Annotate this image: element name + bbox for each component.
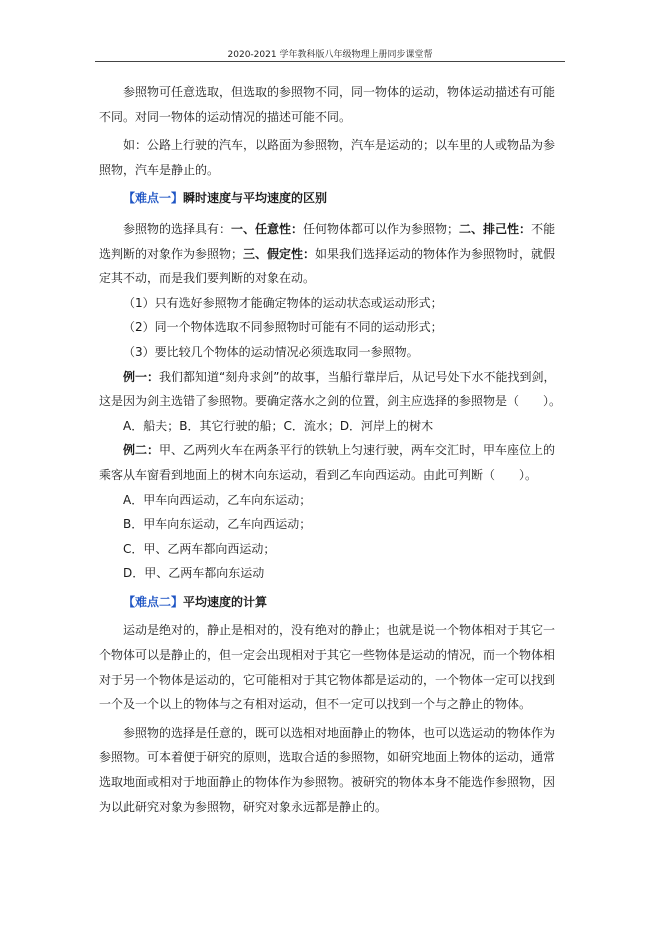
list-item: （2）同一个物体选取不同参照物时可能有不同的运动形式； xyxy=(123,320,443,335)
example-2-option-d: D．甲、乙两车都向东运动 xyxy=(123,566,265,581)
section-2-tag: 【难点二】 xyxy=(123,594,184,609)
property-2-text: 不能选判断的对象作为参照物； xyxy=(99,221,556,261)
properties-lead: 参照物的选择具有： xyxy=(123,221,232,236)
section-2-title: 平均速度的计算 xyxy=(183,594,268,609)
property-2-key: 二、排己性： xyxy=(459,221,532,236)
section-2-paragraph-2: 参照物的选择是任意的，既可以选相对地面静止的物体，也可以选运动的物体作为参照物。可本着便于研究的原则，选取合适的参照物，如研究地面上物体的运动，通常选取地面或相对于地面静止的物体作为参照物。被研究的物体本身不能选作参照物，因为以此研究对象为参照物，研究对象永远都是静止的。 xyxy=(99,725,556,814)
intro-paragraph-2: 如：公路上行驶的汽车，以路面为参照物，汽车是运动的；以车里的人或物品为参照物，汽车是静止的。 xyxy=(99,138,556,177)
section-1-heading xyxy=(99,186,565,211)
document-body xyxy=(99,80,565,819)
section-1-tag: 【难点一】 xyxy=(123,191,184,206)
example-1-options: A．船夫；B．其它行驶的船；C．流水；D．河岸上的树木 xyxy=(123,418,434,433)
list-item: （1）只有选好参照物才能确定物体的运动状态或运动形式； xyxy=(123,295,443,310)
example-2-option-c: C．甲、乙两车都向西运动； xyxy=(123,541,276,556)
intro-paragraph-1: 参照物可任意选取，但选取的参照物不同，同一物体的运动，物体运动描述有可能不同。对同一物体的运动情况的描述可能不同。 xyxy=(99,85,556,124)
property-3-text: 如果我们选择运动的物体作为参照物时，就假定其不动，而是我们要判断的对象在动。 xyxy=(99,246,556,286)
property-1-key: 一、任意性： xyxy=(231,221,304,236)
example-2-label: 例二： xyxy=(123,443,160,458)
header-divider xyxy=(95,61,565,62)
example-1 xyxy=(99,365,565,414)
example-2 xyxy=(99,438,565,487)
property-1-text: 任何物体都可以作为参照物； xyxy=(303,221,460,236)
section-2-heading xyxy=(99,590,565,615)
example-1-label: 例一： xyxy=(123,369,160,384)
example-1-text: 我们都知道“刻舟求剑”的故事，当船行靠岸后，从记号处下水不能找到剑，这是因为剑主选错了参照物。要确定落水之剑的位置，剑主应选择的参照物是（ ）。 xyxy=(99,369,562,409)
example-2-text: 甲、乙两列火车在两条平行的铁轨上匀速行驶，两车交汇时，甲车座位上的乘客从车窗看到地面上的树木向东运动，看到乙车向西运动。由此可判断（ ）。 xyxy=(99,443,556,482)
list-item: （3）要比较几个物体的运动情况必须选取同一参照物。 xyxy=(123,344,419,359)
reference-properties-paragraph xyxy=(99,217,565,291)
property-3-key: 三、假定性： xyxy=(243,246,316,261)
page-header: 2020-2021 学年教科版八年级物理上册同步课堂帮 xyxy=(227,50,433,60)
section-1-title: 瞬时速度与平均速度的区别 xyxy=(183,191,328,206)
example-2-option-b: B．甲车向东运动，乙车向西运动； xyxy=(123,517,312,532)
example-2-option-a: A．甲车向西运动，乙车向东运动； xyxy=(123,492,312,507)
section-2-paragraph-1: 运动是绝对的，静止是相对的，没有绝对的静止；也就是说一个物体相对于其它一个物体可以是静止的，但一定会出现相对于其它一些物体是运动的情况，而一个物体相对于另一个物体是运动的，它可能相对于其它物体都是运动的，一个物体一定可以找到一个及一个以上的物体与之有相对运动，但不一定可以找到一个与之静止的物体。 xyxy=(99,623,556,712)
